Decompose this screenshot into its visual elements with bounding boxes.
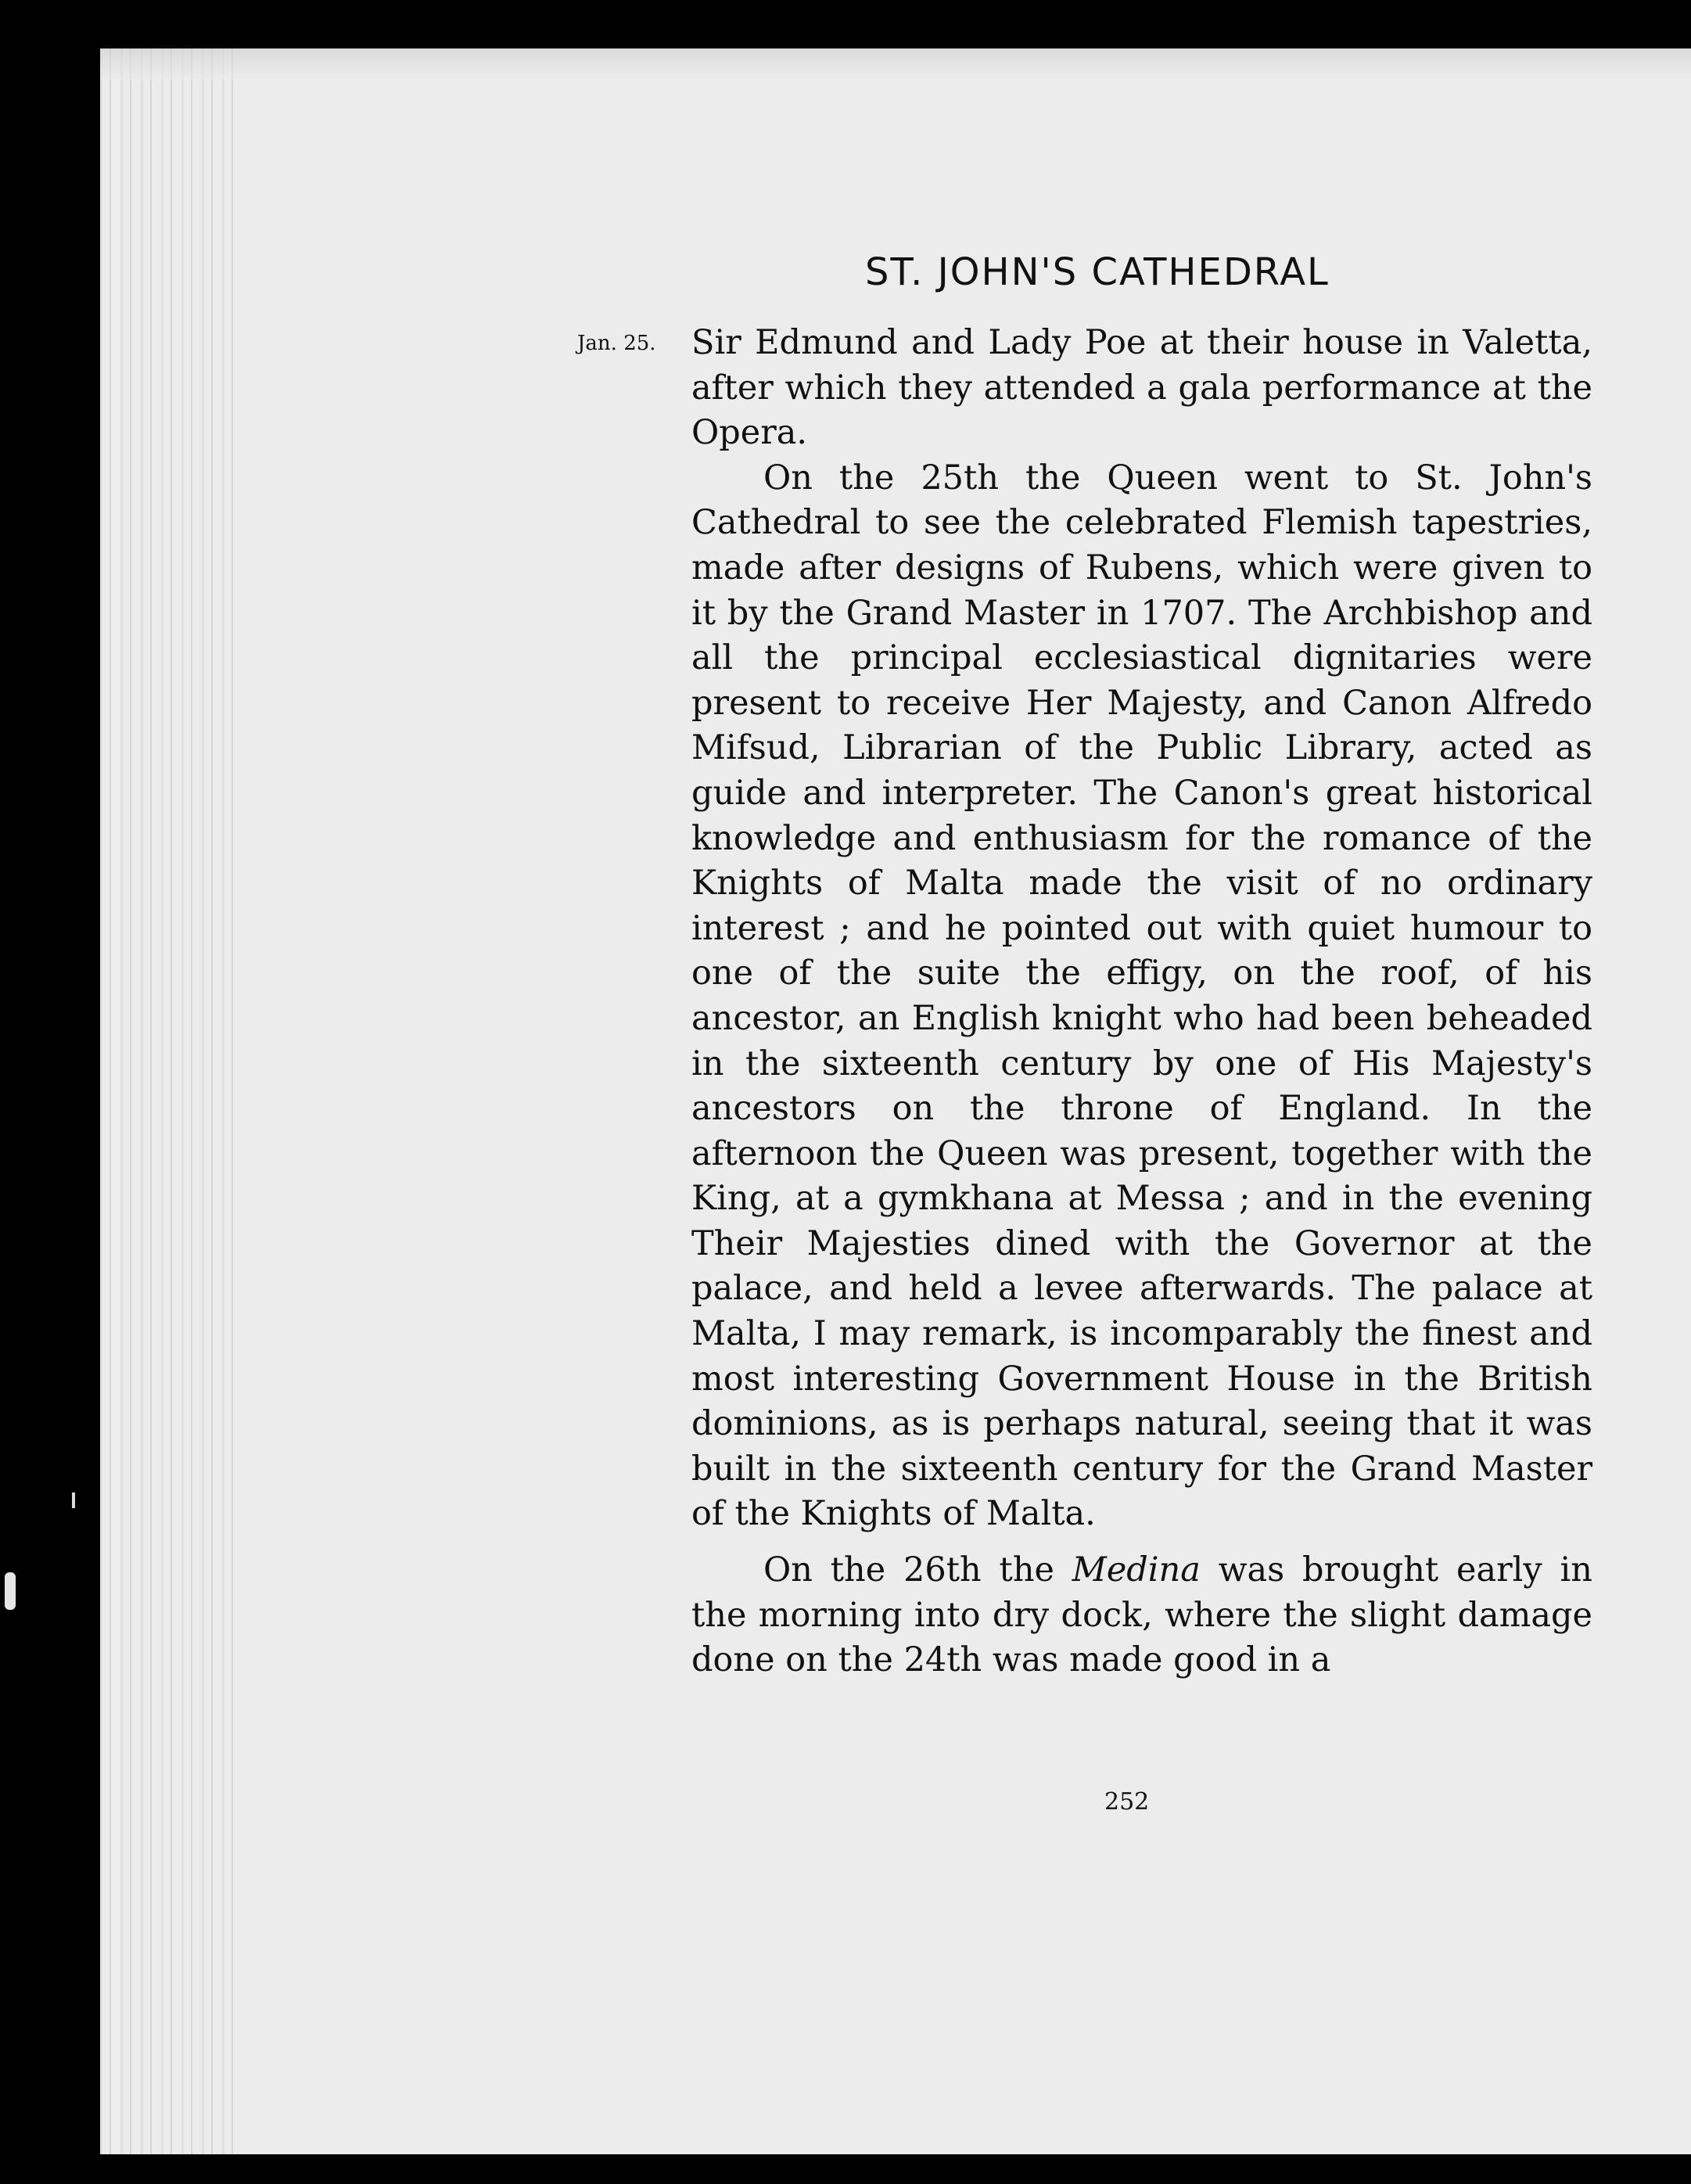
page-top-shadow xyxy=(100,48,1691,80)
page-number: 252 xyxy=(1104,1788,1150,1816)
paragraph-2: On the 25th the Queen went to St. John's Cathedral to see the celebrated Flemish tapestries, made after designs of Rubens, which were given to it by the Grand Master in 1707. The Archbishop and all the principal ecclesiastical dignitaries were present to receive Her Majesty, and Canon Alfredo Mifsud, Librarian of the Public Library, acted as guide and interpreter. The Canon's great historical knowledge and enthusiasm for the romance of the Knights of Malta made the visit of no ordinary interest ; and he pointed out with quiet humour to one of the suite the effigy, on the roof, of his ancestor, an English knight who had been beheaded in the sixteenth century by one of His Majesty's ancestors on the throne of England. In the afternoon the Queen was present, together with the King, at a gymkhana at Messa ; and in the evening Their Majesties dined with the Governor at the palace, and held a levee afterwards. The palace at Malta, I may remark, is incomparably the finest and most interesting Government House in the British dominions, as is perhaps natural, seeing that it was built in the sixteenth century for the Grand Master of the Knights of Malta. xyxy=(691,458,1592,1534)
binding-tick xyxy=(72,1493,75,1508)
binding-mark xyxy=(5,1572,16,1610)
paragraph-3-end: was brought early in the morning into dry dock, where the slight damage done on the 24th was made good in a xyxy=(691,1550,1592,1680)
margin-date-note: Jan. 25. xyxy=(577,332,656,355)
paragraph-3-start: On the 26th the xyxy=(763,1550,1072,1590)
paragraph-3 xyxy=(691,1548,1592,1683)
page-edge-stack xyxy=(100,48,241,2154)
paragraph-1: Sir Edmund and Lady Poe at their house in Valetta, after which they attended a gala performance at the Opera. xyxy=(691,323,1592,453)
running-head: ST. JOHN'S CATHEDRAL xyxy=(865,250,1330,294)
body-text xyxy=(691,321,1592,1683)
ship-name: Medina xyxy=(1072,1550,1201,1590)
